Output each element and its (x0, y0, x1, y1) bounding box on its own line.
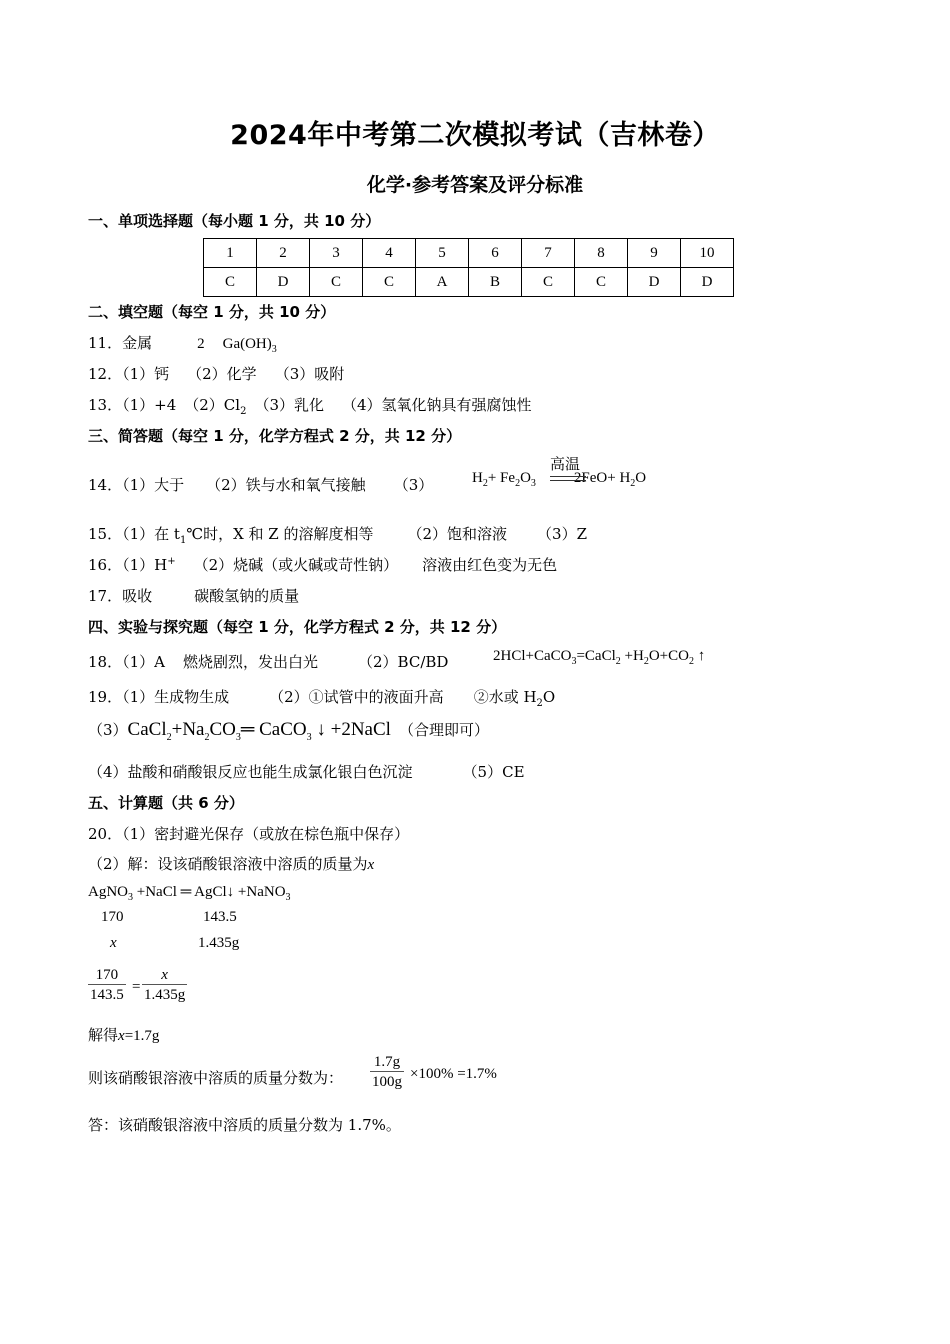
answer-text: （4）盐酸和硝酸银反应也能生成氯化银白色沉淀 (88, 763, 413, 781)
table-cell: C (363, 268, 416, 297)
answer-table-number-row (204, 239, 734, 268)
answer-text: （2）①试管中的液面升高 (269, 688, 444, 706)
table-cell: B (469, 268, 522, 297)
question-11 (88, 332, 277, 355)
table-cell: 3 (310, 239, 363, 268)
answer-text: 溶液由红色变为无色 (422, 556, 558, 574)
final-answer: 答：该硝酸银溶液中溶质的质量分数为 1.7%。 (88, 1116, 401, 1134)
answer-text: （1）钙 (122, 365, 170, 383)
answer-text: （3）Z (537, 525, 588, 543)
table-cell: C (204, 268, 257, 297)
question-number: 12． (88, 365, 123, 383)
q18-equation: 2HCl+CaCO$_3$=CaCl$_2$ $+H_2O+CO_2$ ↑ (493, 648, 706, 667)
answer-text: （2）解：设该硝酸银溶液中溶质的质量为 (88, 855, 368, 873)
question-number: 17． (88, 587, 123, 605)
answer-text: （1）+4 (122, 396, 177, 414)
table-cell: 2 (257, 239, 310, 268)
equation-line (550, 476, 586, 477)
question-15 (88, 523, 587, 546)
mass-fraction-line: 则该硝酸银溶液中溶质的质量分数为： (88, 1069, 344, 1087)
answer-text: （1）生成物生成 (122, 688, 230, 706)
q14-equation: $H_2+ Fe_2O_3$ $2FeO+ H_2O$ (472, 470, 647, 489)
question-20-part-2 (88, 853, 374, 874)
fraction: $\frac{1.7g}{100g}$ (372, 1054, 402, 1090)
answer-text: （1）H+ (122, 556, 176, 574)
percentage-result: ×100% =1.7% (410, 1066, 497, 1082)
page-title: 2024年中考第二次模拟考试（吉林卷） (230, 120, 720, 151)
answer-formula: $Ga(OH)_3$ (222, 336, 277, 355)
answer-text: （3） (393, 476, 434, 494)
answer-text: （2）铁与水和氧气接触 (206, 476, 366, 494)
answer-text: 金属 (122, 334, 153, 352)
question-14 (88, 474, 433, 495)
table-cell: C (310, 268, 363, 297)
table-cell: 6 (469, 239, 522, 268)
table-cell: 7 (522, 239, 575, 268)
question-number: 16． (88, 556, 123, 574)
question-19 (88, 686, 555, 709)
answer-text: （合理即可） (398, 721, 489, 739)
answer-text: ②水或 $H_2O$ (473, 688, 556, 709)
section-3-heading: 三、简答题（每空 1 分，化学方程式 2 分，共 12 分） (88, 427, 462, 445)
table-cell: A (416, 268, 469, 297)
answer-text: （3） (88, 721, 128, 739)
question-number: 13． (88, 396, 123, 414)
answer-text: 吸收 (122, 587, 153, 605)
solution-result: 解得x=1.7g (88, 1026, 160, 1044)
section-2-heading: 二、填空题（每空 1 分，共 10 分） (88, 303, 336, 321)
reaction-condition: 高温 (550, 455, 581, 473)
fraction: $\frac{170}{143.5}$ (90, 967, 124, 1003)
question-number: 15． (88, 525, 123, 543)
table-cell: D (681, 268, 734, 297)
answer-text: （1）在 $t_1℃$时，X 和 Z 的溶解度相等 (122, 525, 374, 546)
answer-text: 燃烧剧烈，发出白光 (182, 653, 318, 671)
table-cell: 8 (575, 239, 628, 268)
question-number: 20． (88, 825, 123, 843)
section-4-heading: 四、实验与探究题（每空 1 分，化学方程式 2 分，共 12 分） (88, 618, 507, 636)
question-number: 11． (88, 334, 123, 352)
answer-text: （2）烧碱（或火碱或苛性钠） (193, 556, 399, 574)
ratio-value: 1.435g (198, 935, 240, 951)
variable: x (367, 857, 375, 873)
table-cell: C (575, 268, 628, 297)
question-number: 19． (88, 688, 123, 706)
answer-text: （2）BC/BD (358, 653, 449, 671)
table-cell: D (257, 268, 310, 297)
answer-formula: $(2)Cl_2$ (184, 396, 247, 417)
q20-equation: AgNO$_3$ +NaCl ═ AgCl↓ +NaNO$_3$ (88, 884, 291, 903)
question-number: 18． (88, 653, 123, 671)
answer-text: （2）饱和溶液 (407, 525, 508, 543)
answer-text: （1）大于 (122, 476, 185, 494)
question-12 (88, 363, 344, 384)
answer-equation: $CaCl_2+Na_2CO_3═$ CaCO$_3$ ↓ +2NaCl (127, 719, 391, 743)
question-18 (88, 651, 448, 672)
ratio-value: x (110, 935, 117, 951)
question-13 (88, 394, 532, 417)
table-cell: 10 (681, 239, 734, 268)
section-5-heading: 五、计算题（共 6 分） (88, 794, 244, 812)
question-number: 14． (88, 476, 123, 494)
answer-text: （4）氢氧化钠具有强腐蚀性 (342, 396, 532, 414)
question-17 (88, 585, 299, 606)
ratio-value: 143.5 (203, 909, 237, 925)
question-16 (88, 554, 557, 575)
table-cell: 9 (628, 239, 681, 268)
table-cell: D (628, 268, 681, 297)
question-20 (88, 823, 409, 844)
answer-table (203, 238, 734, 297)
answer-text: （5）CE (462, 763, 525, 781)
answer-text: （1）密封避光保存（或放在棕色瓶中保存） (122, 825, 410, 843)
section-1-heading: 一、单项选择题（每小题 1 分，共 10 分） (88, 212, 381, 230)
equation-line (550, 480, 586, 481)
ratio-value: 170 (101, 909, 124, 925)
answer-table-answer-row (204, 268, 734, 297)
question-19-part-3 (88, 719, 489, 743)
answer-text: 碳酸氢钠的质量 (194, 587, 300, 605)
page-subtitle: 化学·参考答案及评分标准 (366, 174, 584, 196)
question-19-part-4 (88, 761, 525, 782)
answer-text: （3）乳化 (254, 396, 324, 414)
answer-text: （1）A (122, 653, 165, 671)
equals-sign: = (132, 979, 141, 995)
answer-text: （3）吸附 (274, 365, 345, 383)
answer-text: （2）化学 (187, 365, 257, 383)
table-cell: 5 (416, 239, 469, 268)
answer-text: 2 (197, 336, 205, 352)
fraction: $\frac{x}{1.435g}$ (144, 967, 186, 1003)
table-cell: 1 (204, 239, 257, 268)
table-cell: C (522, 268, 575, 297)
table-cell: 4 (363, 239, 416, 268)
